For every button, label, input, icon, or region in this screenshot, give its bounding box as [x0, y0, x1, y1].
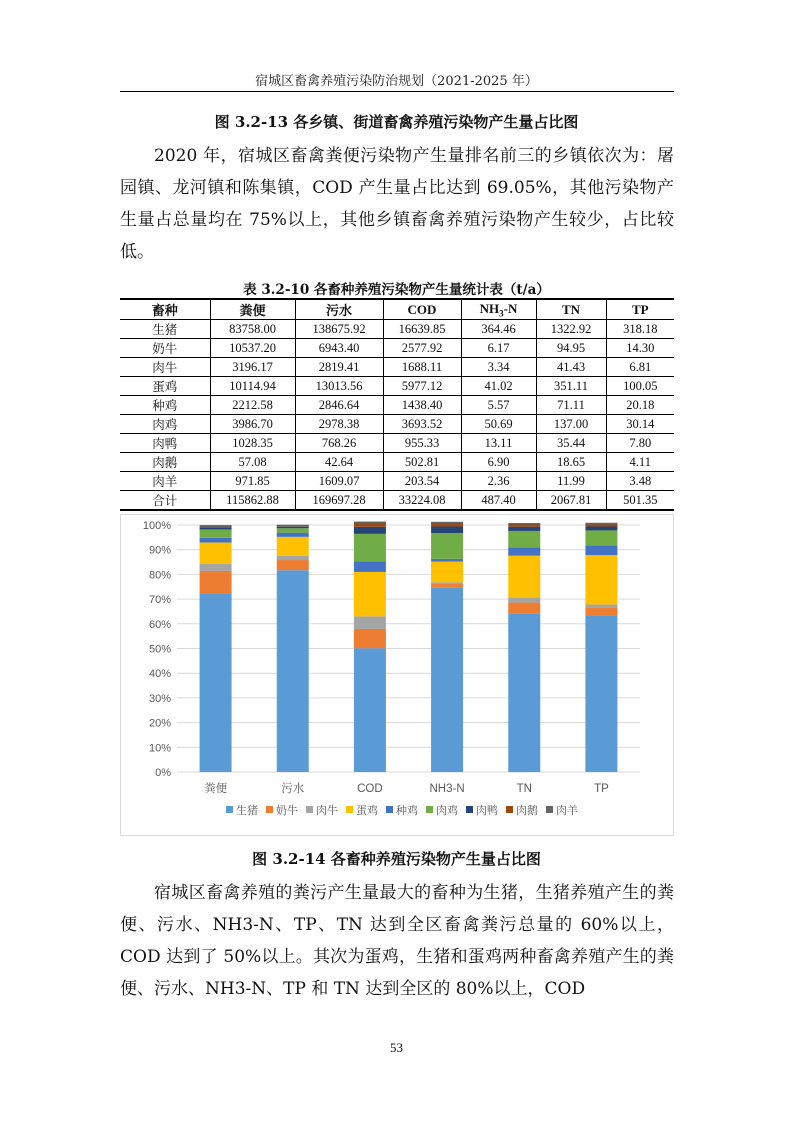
bar-segment-肉鹅 — [585, 525, 617, 527]
bar-segment-种鸡 — [200, 538, 232, 543]
value-cell: 4.11 — [606, 453, 674, 472]
legend-label: 肉鸡 — [436, 804, 458, 817]
stats-table — [120, 298, 674, 511]
value-cell: 35.44 — [536, 434, 606, 453]
bar-segment-肉羊 — [508, 523, 540, 524]
row-label-cell: 肉羊 — [120, 472, 210, 491]
bar-segment-肉鸡 — [508, 531, 540, 547]
legend-label: 蛋鸡 — [356, 804, 378, 817]
legend-swatch — [426, 806, 433, 813]
row-label-cell: 肉牛 — [120, 358, 210, 377]
y-tick-label: 20% — [148, 717, 171, 730]
bar-segment-蛋鸡 — [508, 556, 540, 598]
stacked-bar-chart — [120, 514, 674, 836]
value-cell: 57.08 — [210, 453, 295, 472]
value-cell: 2819.41 — [295, 358, 383, 377]
y-tick-label: 40% — [148, 668, 171, 681]
bar-segment-种鸡 — [277, 533, 309, 537]
figure-14-caption: 图 3.2-14 各畜种养殖污染物产生量占比图 — [252, 850, 541, 868]
bar-segment-种鸡 — [508, 547, 540, 555]
bar-segment-肉羊 — [585, 523, 617, 525]
bar-segment-肉鸭 — [200, 527, 232, 529]
table-row — [120, 320, 674, 339]
legend-label: 奶牛 — [276, 804, 298, 817]
value-cell: 2978.38 — [295, 415, 383, 434]
y-tick-label: 90% — [148, 544, 171, 557]
header-cell: 畜种 — [120, 299, 210, 320]
bar-segment-肉鹅 — [508, 525, 540, 527]
bar-segment-肉牛 — [200, 564, 232, 571]
value-cell: 351.11 — [536, 377, 606, 396]
x-tick-label: COD — [357, 783, 383, 795]
bar-segment-肉鸭 — [431, 526, 463, 533]
value-cell: 42.64 — [295, 453, 383, 472]
y-tick-label: 80% — [148, 569, 171, 582]
row-label-cell: 蛋鸡 — [120, 377, 210, 396]
paragraph-2-text: 宿城区畜禽养殖的粪污产生量最大的畜种为生猪，生猪养殖产生的粪便、污水、NH3-N、TP、TN 达到全区畜禽粪污总量的 60%以上，COD 达到了 50%以上。其次为蛋鸡，生猪和蛋鸡两种畜禽养殖产生的粪便、污水、NH3-N、TP 和 TN 达到全区的 80%以上，COD — [120, 883, 674, 999]
value-cell: 1322.92 — [536, 320, 606, 339]
value-cell: 1438.40 — [383, 396, 461, 415]
bar-segment-生猪 — [585, 615, 617, 772]
header-cell: TP — [606, 299, 674, 320]
row-label-cell: 合计 — [120, 491, 210, 511]
bar-segment-肉鸡 — [585, 530, 617, 545]
legend-label: 肉鹅 — [516, 804, 538, 817]
bar-segment-奶牛 — [431, 584, 463, 587]
bar-segment-生猪 — [354, 648, 386, 772]
table-caption: 表 3.2-10 各畜种养殖污染物产生量统计表（t/a） — [243, 282, 550, 298]
page-number: 53 — [390, 1040, 403, 1055]
value-cell: 2212.58 — [210, 396, 295, 415]
legend-swatch — [306, 806, 313, 813]
value-cell: 502.81 — [383, 453, 461, 472]
value-cell: 1688.11 — [383, 358, 461, 377]
bar-segment-奶牛 — [354, 629, 386, 648]
row-label-cell: 肉鹅 — [120, 453, 210, 472]
value-cell: 41.02 — [461, 377, 536, 396]
header-cell: 粪便 — [210, 299, 295, 320]
table-row — [120, 358, 674, 377]
row-label-cell: 奶牛 — [120, 339, 210, 358]
value-cell: 768.26 — [295, 434, 383, 453]
value-cell: 3.48 — [606, 472, 674, 491]
y-tick-label: 30% — [148, 692, 171, 705]
bar-segment-奶牛 — [508, 603, 540, 614]
x-tick-label: TP — [594, 783, 609, 795]
table-row — [120, 434, 674, 453]
value-cell: 11.99 — [536, 472, 606, 491]
header-cell: $NH_3-N$ — [461, 299, 536, 320]
value-cell: 14.30 — [606, 339, 674, 358]
bar-segment-蛋鸡 — [354, 572, 386, 616]
table-row — [120, 377, 674, 396]
value-cell: 5977.12 — [383, 377, 461, 396]
bar-segment-肉羊 — [200, 525, 232, 527]
legend-swatch — [346, 806, 353, 813]
bar-segment-肉牛 — [585, 605, 617, 608]
bar-segment-肉牛 — [354, 616, 386, 629]
row-label-cell: 肉鸡 — [120, 415, 210, 434]
value-cell: 487.40 — [461, 491, 536, 511]
value-cell: 16639.85 — [383, 320, 461, 339]
paragraph-2 — [120, 877, 674, 1005]
value-cell: 364.46 — [461, 320, 536, 339]
value-cell: 13013.56 — [295, 377, 383, 396]
header-cell: COD — [383, 299, 461, 320]
bar-segment-肉牛 — [277, 556, 309, 560]
y-tick-label: 50% — [148, 643, 171, 656]
value-cell: 3986.70 — [210, 415, 295, 434]
legend-swatch — [506, 806, 513, 813]
running-header: 宿城区畜禽养殖污染防治规划（2021-2025 年） — [255, 74, 538, 89]
chart-svg — [120, 514, 674, 836]
legend-label: 肉牛 — [316, 804, 338, 817]
legend-swatch — [386, 806, 393, 813]
bar-segment-蛋鸡 — [585, 555, 617, 604]
legend-label: 生猪 — [236, 804, 258, 817]
bar-segment-种鸡 — [354, 561, 386, 572]
bar-segment-蛋鸡 — [431, 562, 463, 583]
legend-swatch — [266, 806, 273, 813]
bar-segment-肉鹅 — [431, 523, 463, 526]
bar-segment-肉鸡 — [354, 534, 386, 561]
header-cell: TN — [536, 299, 606, 320]
value-cell: 5.57 — [461, 396, 536, 415]
bar-segment-生猪 — [431, 587, 463, 772]
paragraph-1-text: 2020 年，宿城区畜禽粪便污染物产生量排名前三的乡镇依次为：屠园镇、龙河镇和陈集镇，COD 产生量占比达到 69.05%，其他污染物产生量占总量均在 75%以上，其他乡镇畜禽养殖污染物产生较少，占比较低。 — [120, 146, 674, 262]
y-tick-label: 70% — [148, 594, 171, 607]
value-cell: 6.81 — [606, 358, 674, 377]
value-cell: 115862.88 — [210, 491, 295, 511]
table-row — [120, 396, 674, 415]
bar-segment-生猪 — [200, 593, 232, 772]
bar-segment-奶牛 — [200, 571, 232, 593]
value-cell: 6943.40 — [295, 339, 383, 358]
paragraph-1 — [120, 140, 674, 268]
value-cell: 1609.07 — [295, 472, 383, 491]
value-cell: 1028.35 — [210, 434, 295, 453]
y-tick-label: 60% — [148, 618, 171, 631]
value-cell: 83758.00 — [210, 320, 295, 339]
table-row — [120, 453, 674, 472]
value-cell: 13.11 — [461, 434, 536, 453]
bar-segment-肉鸡 — [277, 528, 309, 532]
value-cell: 33224.08 — [383, 491, 461, 511]
figure-13-caption: 图 3.2-13 各乡镇、街道畜禽养殖污染物产生量占比图 — [214, 113, 579, 131]
value-cell: 3.34 — [461, 358, 536, 377]
value-cell: 169697.28 — [295, 491, 383, 511]
legend-label: 肉鸭 — [476, 804, 498, 817]
x-tick-label: TN — [516, 783, 532, 795]
value-cell: 18.65 — [536, 453, 606, 472]
bar-segment-肉牛 — [431, 582, 463, 584]
value-cell: 100.05 — [606, 377, 674, 396]
value-cell: 41.43 — [536, 358, 606, 377]
value-cell: 2577.92 — [383, 339, 461, 358]
table-row — [120, 415, 674, 434]
value-cell: 50.69 — [461, 415, 536, 434]
value-cell: 2846.64 — [295, 396, 383, 415]
bar-segment-肉鹅 — [354, 523, 386, 527]
legend-swatch — [226, 806, 233, 813]
legend-swatch — [546, 806, 553, 813]
legend-label: 肉羊 — [556, 804, 578, 817]
header-cell: 污水 — [295, 299, 383, 320]
table-row — [120, 491, 674, 511]
bar-segment-肉鸭 — [354, 527, 386, 534]
row-label-cell: 生猪 — [120, 320, 210, 339]
bar-segment-种鸡 — [431, 559, 463, 562]
value-cell: 71.11 — [536, 396, 606, 415]
value-cell: 10114.94 — [210, 377, 295, 396]
bar-segment-生猪 — [508, 614, 540, 772]
value-cell: 3196.17 — [210, 358, 295, 377]
bar-segment-肉鸭 — [277, 527, 309, 528]
value-cell: 6.90 — [461, 453, 536, 472]
x-tick-label: 污水 — [281, 783, 305, 795]
value-cell: 2067.81 — [536, 491, 606, 511]
x-tick-label: 粪便 — [204, 783, 228, 795]
value-cell: 203.54 — [383, 472, 461, 491]
value-cell: 7.80 — [606, 434, 674, 453]
value-cell: 318.18 — [606, 320, 674, 339]
value-cell: 137.00 — [536, 415, 606, 434]
bar-segment-肉鸡 — [200, 529, 232, 537]
table-header-row — [120, 299, 674, 320]
value-cell: 501.35 — [606, 491, 674, 511]
header-rule — [120, 91, 674, 92]
bar-segment-奶牛 — [277, 560, 309, 570]
legend-swatch — [466, 806, 473, 813]
bar-segment-肉羊 — [431, 522, 463, 523]
table-row — [120, 472, 674, 491]
bar-segment-肉羊 — [354, 522, 386, 523]
value-cell: 20.18 — [606, 396, 674, 415]
legend-label: 种鸡 — [396, 804, 418, 817]
value-cell: 10537.20 — [210, 339, 295, 358]
x-tick-label: NH3-N — [429, 783, 465, 795]
value-cell: 955.33 — [383, 434, 461, 453]
bar-segment-蛋鸡 — [277, 537, 309, 556]
value-cell: 30.14 — [606, 415, 674, 434]
bar-segment-奶牛 — [585, 608, 617, 615]
bar-segment-肉鸭 — [585, 526, 617, 530]
bar-segment-肉羊 — [277, 525, 309, 527]
bar-segment-肉鸭 — [508, 527, 540, 531]
value-cell: 2.36 — [461, 472, 536, 491]
value-cell: 3693.52 — [383, 415, 461, 434]
value-cell: 971.85 — [210, 472, 295, 491]
value-cell: 138675.92 — [295, 320, 383, 339]
y-tick-label: 0% — [155, 767, 171, 779]
table-row — [120, 339, 674, 358]
y-tick-label: 10% — [148, 742, 171, 755]
bar-segment-肉牛 — [508, 598, 540, 603]
bar-segment-生猪 — [277, 570, 309, 772]
value-cell: 94.95 — [536, 339, 606, 358]
bar-segment-种鸡 — [585, 545, 617, 555]
row-label-cell: 种鸡 — [120, 396, 210, 415]
bar-segment-肉鸡 — [431, 533, 463, 559]
value-cell: 6.17 — [461, 339, 536, 358]
row-label-cell: 肉鸭 — [120, 434, 210, 453]
y-tick-label: 100% — [142, 520, 171, 532]
bar-segment-蛋鸡 — [200, 543, 232, 564]
